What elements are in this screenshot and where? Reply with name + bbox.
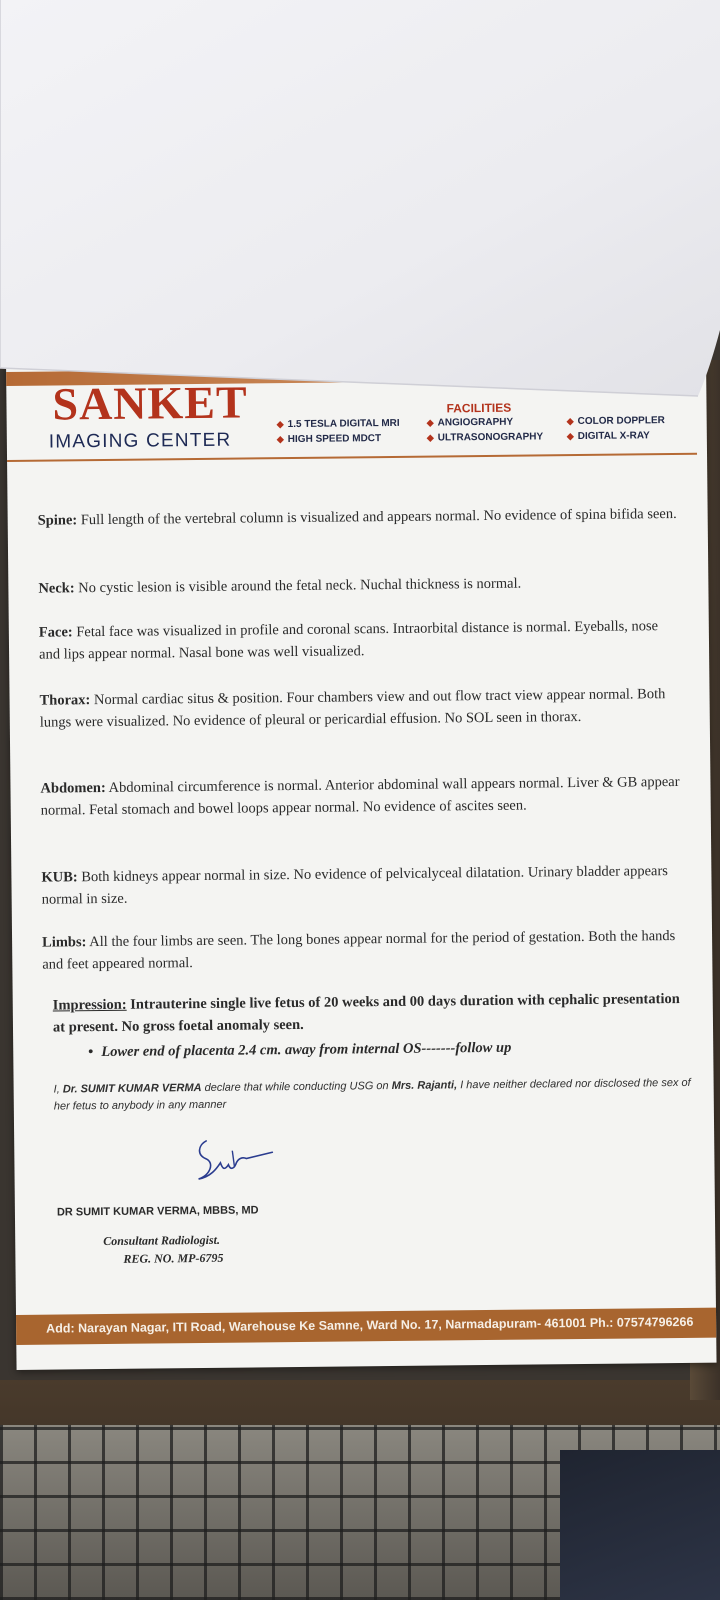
diamond-icon: ◆	[426, 417, 434, 428]
finding-neck: Neck: No cystic lesion is visible around the fetal neck. Nuchal thickness is normal.	[38, 575, 522, 597]
bullet-icon: •	[88, 1044, 94, 1061]
folded-paper	[0, 0, 720, 400]
diamond-icon: ◆	[566, 416, 574, 427]
center-name: SANKET	[52, 376, 248, 430]
doctor-title: Consultant Radiologist.	[103, 1232, 221, 1249]
dark-fabric	[560, 1450, 720, 1600]
finding-kub: KUB: Both kidneys appear normal in size. No evidence of pelvicalyceal dilatation. Urinary bladder appears normal in size.	[41, 863, 668, 908]
facility-item: ◆ DIGITAL X-RAY	[566, 430, 650, 443]
report-sheet	[6, 353, 717, 1370]
finding-thorax: Thorax: Normal cardiac situs & position. Four chambers view and out flow tract view appear normal. Both lungs were visualized. No evidence of pleural or pericardial effusion. No SOL seen in thorax.	[39, 686, 666, 731]
doctor-registration: REG. NO. MP-6795	[123, 1250, 224, 1266]
finding-abdomen: Abdomen: Abdominal circumference is normal. Anterior abdominal wall appears normal. Liver & GB appear normal. Fetal stomach and bowel loops appear normal. No evidence of ascites seen.	[40, 773, 680, 819]
diamond-icon: ◆	[276, 434, 284, 445]
facility-item: ◆ ULTRASONOGRAPHY	[426, 431, 544, 444]
center-subtitle: IMAGING CENTER	[48, 429, 232, 453]
impression-bullet: • Lower end of placenta 2.4 cm. away from internal OS-------follow up	[88, 1039, 512, 1061]
facility-item: ◆ HIGH SPEED MDCT	[276, 433, 382, 446]
diamond-icon: ◆	[426, 432, 434, 443]
signature	[184, 1132, 275, 1188]
doctor-name: DR SUMIT KUMAR VERMA, MBBS, MD	[56, 1204, 259, 1219]
facility-item: ◆ ANGIOGRAPHY	[426, 416, 514, 429]
impression: Impression: Intrauterine single live fetus of 20 weeks and 00 days duration with cephalic presentation at present. No gross foetal anomaly seen.	[52, 990, 680, 1036]
diamond-icon: ◆	[566, 431, 574, 442]
finding-limbs: Limbs: All the four limbs are seen. The long bones appear normal for the period of gestation. Both the hands and feet appeared normal.	[42, 928, 676, 973]
declaration: I, Dr. SUMIT KUMAR VERMA declare that while conducting USG on Mrs. Rajanti, I have neither declared nor disclosed the sex of her fetus to anybody in any manner	[53, 1076, 691, 1113]
footer-address: Add: Narayan Nagar, ITI Road, Warehouse Ke Samne, Ward No. 17, Narmadapuram- 461001 Ph.: 07574796266	[46, 1314, 694, 1336]
facilities-title: FACILITIES	[446, 400, 512, 416]
finding-spine: Spine: Full length of the vertebral column is visualized and appears normal. No evidence of spina bifida seen.	[37, 505, 677, 529]
facility-item: ◆ 1.5 TESLA DIGITAL MRI	[276, 417, 400, 431]
header-divider	[7, 453, 697, 462]
facility-item: ◆ COLOR DOPPLER	[566, 415, 665, 428]
finding-face: Face: Fetal face was visualized in profile and coronal scans. Intraorbital distance is normal. Eyeballs, nose and lips appear normal. Nasal bone was well visualized.	[38, 618, 659, 663]
diamond-icon: ◆	[276, 419, 284, 430]
